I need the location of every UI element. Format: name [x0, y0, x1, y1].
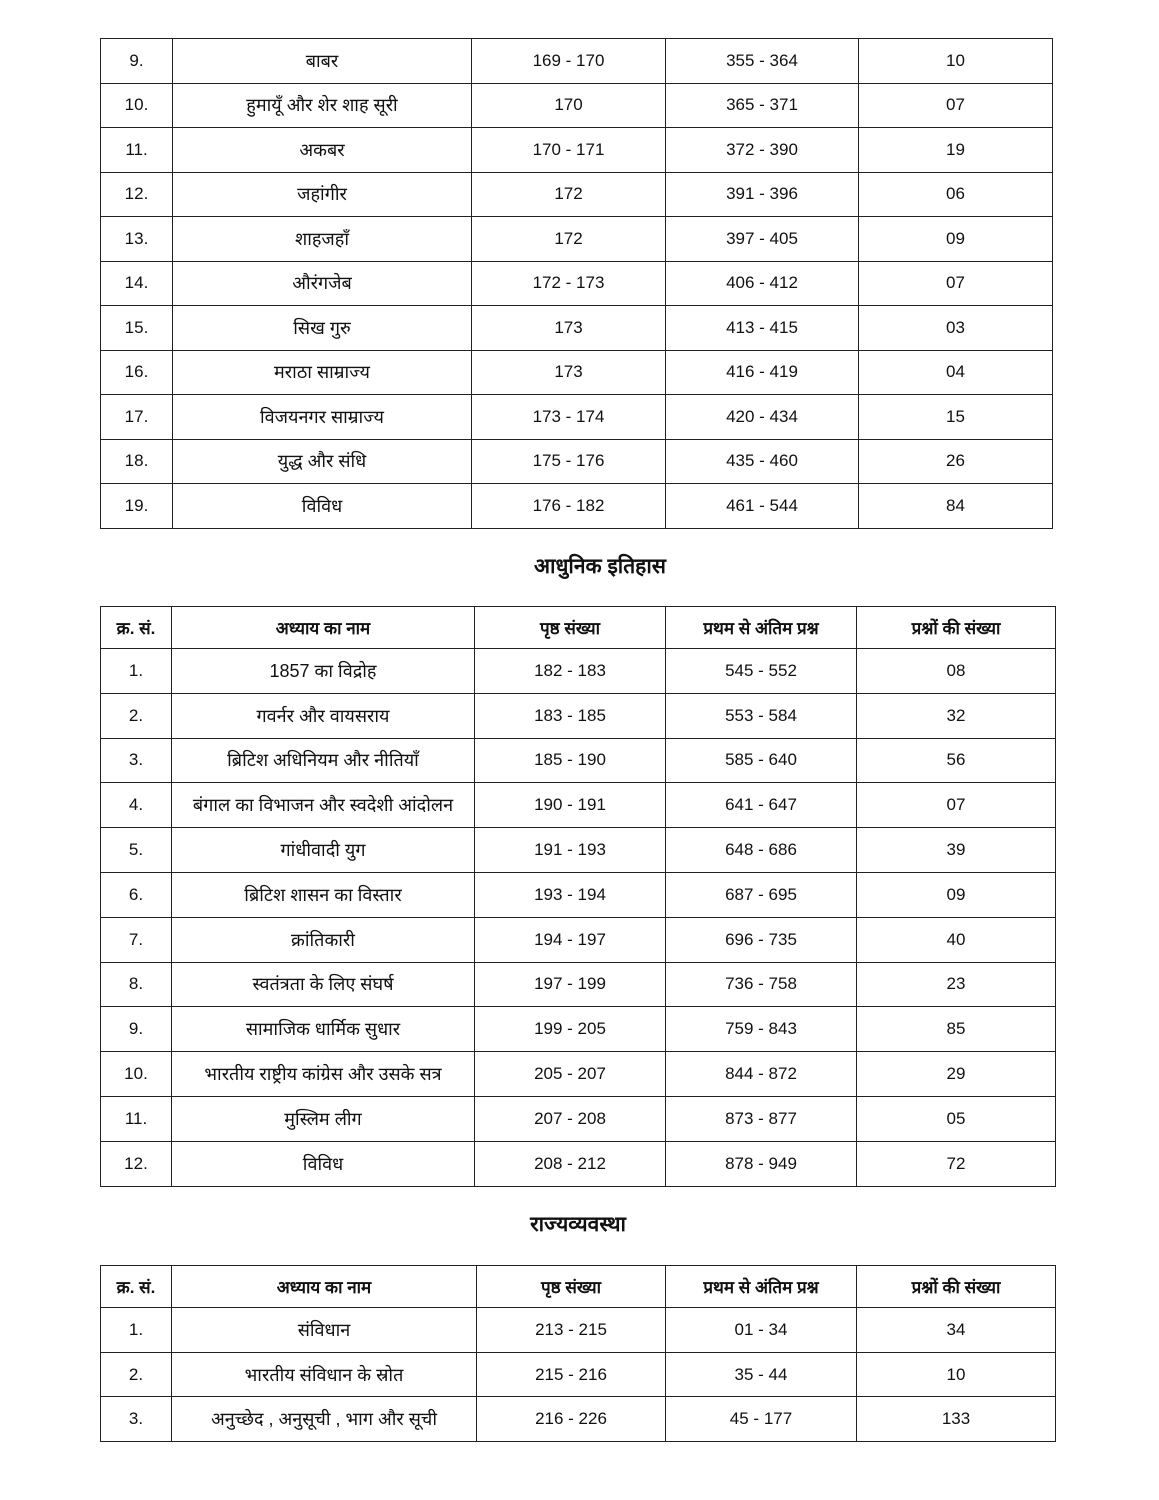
question-range-cell: 759 - 843: [666, 1007, 857, 1052]
question-count-cell: 15: [859, 395, 1053, 440]
table-row: [101, 1141, 1056, 1186]
question-range-cell: 545 - 552: [666, 649, 857, 694]
chapter-name-cell: स्वतंत्रता के लिए संघर्ष: [172, 962, 475, 1007]
table-row: [101, 172, 1053, 217]
chapter-name-cell: मुस्लिम लीग: [172, 1096, 475, 1141]
question-count-cell: 06: [859, 172, 1053, 217]
serial-number-cell: 15.: [101, 306, 173, 351]
question-range-cell: 585 - 640: [666, 738, 857, 783]
chapter-name-cell: औरंगजेब: [173, 261, 472, 306]
question-count-cell: 29: [857, 1052, 1056, 1097]
question-count-cell: 05: [857, 1096, 1056, 1141]
serial-number-cell: 1.: [101, 649, 172, 694]
table-row: [101, 1096, 1056, 1141]
question-range-cell: 01 - 34: [666, 1308, 857, 1353]
question-range-cell: 420 - 434: [666, 395, 859, 440]
question-range-cell: 406 - 412: [666, 261, 859, 306]
serial-number-cell: 2.: [101, 693, 172, 738]
chapter-name-cell: विजयनगर साम्राज्य: [173, 395, 472, 440]
chapter-name-cell: अनुच्छेद , अनुसूची , भाग और सूची: [172, 1397, 477, 1442]
column-header-page-range: पृष्ठ संख्या: [475, 607, 666, 649]
chapter-name-cell: जहांगीर: [173, 172, 472, 217]
question-count-cell: 34: [857, 1308, 1056, 1353]
question-count-cell: 10: [857, 1352, 1056, 1397]
question-count-cell: 72: [857, 1141, 1056, 1186]
serial-number-cell: 7.: [101, 917, 172, 962]
table-row: [101, 217, 1053, 262]
table-row: [101, 83, 1053, 128]
serial-number-cell: 18.: [101, 439, 173, 484]
question-count-cell: 133: [857, 1397, 1056, 1442]
chapter-name-cell: गांधीवादी युग: [172, 828, 475, 873]
page-range-cell: 173: [472, 350, 666, 395]
table-row: [101, 306, 1053, 351]
question-range-cell: 45 - 177: [666, 1397, 857, 1442]
section-title-polity: राज्यव्यवस्था: [530, 1213, 626, 1236]
page-range-cell: 197 - 199: [475, 962, 666, 1007]
question-range-cell: 878 - 949: [666, 1141, 857, 1186]
question-count-cell: 32: [857, 693, 1056, 738]
page-range-cell: 175 - 176: [472, 439, 666, 484]
page-range-cell: 213 - 215: [477, 1308, 666, 1353]
serial-number-cell: 12.: [101, 1141, 172, 1186]
chapter-name-cell: 1857 का विद्रोह: [172, 649, 475, 694]
table-row: [101, 1308, 1056, 1353]
chapter-name-cell: क्रांतिकारी: [172, 917, 475, 962]
table-row: [101, 395, 1053, 440]
question-range-cell: 35 - 44: [666, 1352, 857, 1397]
column-header-serial-number: क्र. सं.: [101, 607, 172, 649]
table-row: [101, 261, 1053, 306]
column-header-question-range: प्रथम से अंतिम प्रश्न: [666, 1266, 857, 1308]
page-range-cell: 173 - 174: [472, 395, 666, 440]
serial-number-cell: 13.: [101, 217, 173, 262]
serial-number-cell: 8.: [101, 962, 172, 1007]
chapter-name-cell: ब्रिटिश अधिनियम और नीतियाँ: [172, 738, 475, 783]
page-range-cell: 208 - 212: [475, 1141, 666, 1186]
table-row: [101, 962, 1056, 1007]
serial-number-cell: 10.: [101, 83, 173, 128]
header-row: [101, 607, 1056, 649]
page-range-cell: 176 - 182: [472, 484, 666, 529]
question-count-cell: 10: [859, 39, 1053, 84]
serial-number-cell: 12.: [101, 172, 173, 217]
question-range-cell: 416 - 419: [666, 350, 859, 395]
table-row: [101, 1397, 1056, 1442]
chapter-name-cell: विविध: [173, 484, 472, 529]
serial-number-cell: 9.: [101, 39, 173, 84]
page-range-cell: 205 - 207: [475, 1052, 666, 1097]
question-range-cell: 736 - 758: [666, 962, 857, 1007]
serial-number-cell: 14.: [101, 261, 173, 306]
chapter-name-cell: शाहजहाँ: [173, 217, 472, 262]
page-range-cell: 183 - 185: [475, 693, 666, 738]
chapter-name-cell: सिख गुरु: [173, 306, 472, 351]
question-count-cell: 23: [857, 962, 1056, 1007]
question-range-cell: 365 - 371: [666, 83, 859, 128]
table-row: [101, 39, 1053, 84]
serial-number-cell: 2.: [101, 1352, 172, 1397]
question-count-cell: 03: [859, 306, 1053, 351]
question-range-cell: 397 - 405: [666, 217, 859, 262]
table-row: [101, 350, 1053, 395]
table-row: [101, 693, 1056, 738]
question-range-cell: 391 - 396: [666, 172, 859, 217]
question-range-cell: 641 - 647: [666, 783, 857, 828]
chapter-name-cell: बाबर: [173, 39, 472, 84]
serial-number-cell: 19.: [101, 484, 173, 529]
question-count-cell: 40: [857, 917, 1056, 962]
page-range-cell: 194 - 197: [475, 917, 666, 962]
page-range-cell: 216 - 226: [477, 1397, 666, 1442]
table-row: [101, 439, 1053, 484]
page-range-cell: 170 - 171: [472, 128, 666, 173]
table-row: [101, 649, 1056, 694]
question-count-cell: 39: [857, 828, 1056, 873]
page-range-cell: 169 - 170: [472, 39, 666, 84]
table-row: [101, 872, 1056, 917]
question-range-cell: 413 - 415: [666, 306, 859, 351]
serial-number-cell: 10.: [101, 1052, 172, 1097]
table-row: [101, 128, 1053, 173]
page-range-cell: 193 - 194: [475, 872, 666, 917]
question-count-cell: 85: [857, 1007, 1056, 1052]
page-range-cell: 190 - 191: [475, 783, 666, 828]
chapter-name-cell: ब्रिटिश शासन का विस्तार: [172, 872, 475, 917]
column-header-serial-number: क्र. सं.: [101, 1266, 172, 1308]
column-header-chapter-name: अध्याय का नाम: [172, 1266, 477, 1308]
question-count-cell: 56: [857, 738, 1056, 783]
page-range-cell: 182 - 183: [475, 649, 666, 694]
table-row: [101, 738, 1056, 783]
question-count-cell: 04: [859, 350, 1053, 395]
table-row: [101, 1052, 1056, 1097]
chapter-name-cell: भारतीय संविधान के स्रोत: [172, 1352, 477, 1397]
table-row: [101, 484, 1053, 529]
serial-number-cell: 11.: [101, 1096, 172, 1141]
question-range-cell: 461 - 544: [666, 484, 859, 529]
table-row: [101, 1007, 1056, 1052]
column-header-chapter-name: अध्याय का नाम: [172, 607, 475, 649]
chapter-name-cell: युद्ध और संधि: [173, 439, 472, 484]
chapter-name-cell: भारतीय राष्ट्रीय कांग्रेस और उसके सत्र: [172, 1052, 475, 1097]
chapter-name-cell: मराठा साम्राज्य: [173, 350, 472, 395]
serial-number-cell: 11.: [101, 128, 173, 173]
section-title-modern-history: आधुनिक इतिहास: [534, 555, 666, 578]
question-range-cell: 435 - 460: [666, 439, 859, 484]
table-row: [101, 828, 1056, 873]
question-count-cell: 26: [859, 439, 1053, 484]
question-count-cell: 84: [859, 484, 1053, 529]
page-range-cell: 172 - 173: [472, 261, 666, 306]
question-range-cell: 355 - 364: [666, 39, 859, 84]
header-row: [101, 1266, 1056, 1308]
question-range-cell: 687 - 695: [666, 872, 857, 917]
page-range-cell: 191 - 193: [475, 828, 666, 873]
page-range-cell: 173: [472, 306, 666, 351]
question-count-cell: 09: [857, 872, 1056, 917]
chapter-name-cell: हुमायूँ और शेर शाह सूरी: [173, 83, 472, 128]
polity-table: [100, 1265, 1056, 1442]
serial-number-cell: 1.: [101, 1308, 172, 1353]
question-count-cell: 08: [857, 649, 1056, 694]
question-count-cell: 19: [859, 128, 1053, 173]
serial-number-cell: 3.: [101, 738, 172, 783]
page-range-cell: 170: [472, 83, 666, 128]
table-row: [101, 1352, 1056, 1397]
question-range-cell: 553 - 584: [666, 693, 857, 738]
page-range-cell: 172: [472, 172, 666, 217]
column-header-question-count: प्रश्नों की संख्या: [857, 1266, 1056, 1308]
page-range-cell: 199 - 205: [475, 1007, 666, 1052]
question-count-cell: 07: [859, 83, 1053, 128]
question-range-cell: 873 - 877: [666, 1096, 857, 1141]
serial-number-cell: 3.: [101, 1397, 172, 1442]
column-header-question-count: प्रश्नों की संख्या: [857, 607, 1056, 649]
serial-number-cell: 16.: [101, 350, 173, 395]
table-row: [101, 783, 1056, 828]
serial-number-cell: 9.: [101, 1007, 172, 1052]
page-range-cell: 215 - 216: [477, 1352, 666, 1397]
question-range-cell: 372 - 390: [666, 128, 859, 173]
page-range-cell: 172: [472, 217, 666, 262]
question-count-cell: 09: [859, 217, 1053, 262]
serial-number-cell: 17.: [101, 395, 173, 440]
column-header-question-range: प्रथम से अंतिम प्रश्न: [666, 607, 857, 649]
question-range-cell: 696 - 735: [666, 917, 857, 962]
chapter-name-cell: बंगाल का विभाजन और स्वदेशी आंदोलन: [172, 783, 475, 828]
serial-number-cell: 4.: [101, 783, 172, 828]
serial-number-cell: 6.: [101, 872, 172, 917]
page-range-cell: 185 - 190: [475, 738, 666, 783]
question-range-cell: 844 - 872: [666, 1052, 857, 1097]
table-row: [101, 917, 1056, 962]
medieval-history-table: [100, 38, 1053, 529]
question-count-cell: 07: [857, 783, 1056, 828]
chapter-name-cell: गवर्नर और वायसराय: [172, 693, 475, 738]
page-range-cell: 207 - 208: [475, 1096, 666, 1141]
chapter-name-cell: सामाजिक धार्मिक सुधार: [172, 1007, 475, 1052]
chapter-name-cell: विविध: [172, 1141, 475, 1186]
modern-history-table: [100, 606, 1056, 1187]
chapter-name-cell: संविधान: [172, 1308, 477, 1353]
question-count-cell: 07: [859, 261, 1053, 306]
serial-number-cell: 5.: [101, 828, 172, 873]
chapter-name-cell: अकबर: [173, 128, 472, 173]
question-range-cell: 648 - 686: [666, 828, 857, 873]
column-header-page-range: पृष्ठ संख्या: [477, 1266, 666, 1308]
